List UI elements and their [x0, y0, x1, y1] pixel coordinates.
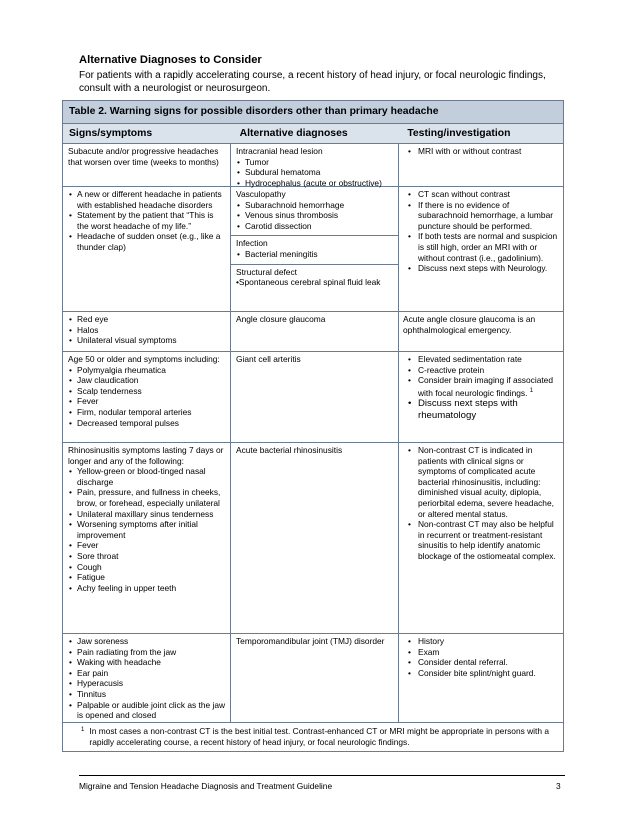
- page-number: 3: [556, 781, 561, 791]
- testing-item-text: Consider brain imaging if associated with focal neurologic findings.: [418, 375, 554, 398]
- diagnosis-cell: [231, 634, 399, 722]
- warning-signs-table: [62, 100, 564, 752]
- testing-item: • Discuss next steps with rheumatology: [403, 398, 560, 422]
- signs-item: • Waking with headache: [68, 657, 227, 668]
- diagnosis-item: • Tumor: [236, 157, 395, 168]
- signs-item: • Decreased temporal pulses: [68, 418, 227, 429]
- table-header-row: [63, 124, 563, 144]
- testing-item: • Non-contrast CT is indicated in patients with clinical signs or symptoms of complicated acute bacterial rhinosinusitis, including: diminished visual acuity, diplopia, periorbital edema, severe headache, or altered mental status.: [403, 445, 560, 519]
- testing-item: • If there is no evidence of subarachnoid hemorrhage, a lumbar puncture should be performed.: [403, 200, 560, 232]
- signs-item: • Fever: [68, 540, 227, 551]
- diagnosis-item: • Subarachnoid hemorrhage: [236, 200, 395, 211]
- signs-text: Age 50 or older and symptoms including:: [68, 354, 220, 364]
- footer-title: Migraine and Tension Headache Diagnosis and Treatment Guideline: [79, 781, 333, 791]
- diagnosis-cell: [231, 312, 399, 351]
- section-title: Alternative Diagnoses to Consider: [79, 54, 262, 66]
- signs-item: • Sore throat: [68, 551, 227, 562]
- diagnosis-title: Vasculopathy: [236, 189, 286, 199]
- signs-text: Rhinosinusitis symptoms lasting 7 days or longer and any of the following:: [68, 445, 224, 466]
- diagnosis-title: Acute bacterial rhinosinusitis: [236, 445, 343, 455]
- signs-item: • Cough: [68, 562, 227, 573]
- signs-item: • Polymyalgia rheumatica: [68, 365, 227, 376]
- diagnosis-item: • Hydrocephalus (acute or obstructive): [236, 178, 395, 189]
- footnote-mark: 1: [81, 727, 85, 733]
- diagnosis-title: Intracranial head lesion: [236, 146, 323, 156]
- signs-item: • Fever: [68, 396, 227, 407]
- diagnosis-cell: [231, 352, 399, 442]
- header-diagnoses: Alternative diagnoses: [239, 128, 348, 139]
- signs-item: • Statement by the patient that “This is the worst headache of my life.”: [68, 210, 227, 231]
- testing-cell: [399, 187, 563, 311]
- signs-cell: [63, 634, 231, 722]
- diagnosis-cell: [231, 443, 399, 633]
- diagnosis-title: Structural defect: [236, 266, 297, 277]
- testing-item: • Consider dental referral.: [403, 657, 560, 668]
- infection-subsection: [231, 235, 398, 259]
- testing-cell: [399, 144, 563, 186]
- signs-item: • Unilateral maxillary sinus tenderness: [68, 509, 227, 520]
- signs-item: • Worsening symptoms after initial improvement: [68, 519, 227, 540]
- signs-item: • Pain, pressure, and fullness in cheeks, brow, or forehead, especially unilateral: [68, 487, 227, 508]
- signs-item: • Jaw soreness: [68, 636, 227, 647]
- diagnosis-item: • Subdural hematoma: [236, 167, 395, 178]
- testing-item: • Exam: [403, 647, 560, 658]
- testing-item: • Non-contrast CT may also be helpful in recurrent or treatment-resistant sinusitis to help identify anatomic blockage of the ostiomeatal complex.: [403, 519, 560, 561]
- signs-cell: [63, 352, 231, 442]
- signs-cell: [63, 443, 231, 633]
- testing-item: • If both tests are normal and suspicion is still high, order an MRI with or without contrast (i.e., gadolinium).: [403, 231, 560, 263]
- testing-item: • C-reactive protein: [403, 365, 560, 376]
- testing-text: Acute angle closure glaucoma is an ophthalmological emergency.: [403, 314, 536, 335]
- table-row: [63, 312, 563, 352]
- footnote-text: In most cases a non-contrast CT is the best initial test. Contrast-enhanced CT or MRI might be appropriate in persons with a rapidly accelerating course, a recent history of head injury, or focal neurologic findings.: [89, 726, 550, 747]
- signs-item: • Tinnitus: [68, 689, 227, 700]
- diagnosis-title: Infection: [236, 238, 268, 249]
- signs-item: • Jaw claudication: [68, 375, 227, 386]
- testing-item: • Elevated sedimentation rate: [403, 354, 560, 365]
- signs-item: • Halos: [68, 325, 227, 336]
- diagnosis-item: • Carotid dissection: [236, 221, 395, 232]
- diagnosis-item: •Spontaneous cerebral spinal fluid leak: [236, 277, 381, 288]
- header-testing: Testing/investigation: [407, 128, 511, 139]
- diagnosis-title: Angle closure glaucoma: [236, 314, 326, 324]
- signs-item: • Scalp tenderness: [68, 386, 227, 397]
- testing-item: • History: [403, 636, 560, 647]
- signs-item: • Fatigue: [68, 572, 227, 583]
- table-row: [63, 144, 563, 187]
- signs-item: • Palpable or audible joint click as the jaw is opened and closed: [68, 700, 227, 721]
- signs-item: • Yellow-green or blood-tinged nasal discharge: [68, 466, 227, 487]
- testing-cell: [399, 443, 563, 633]
- diagnosis-item: • Bacterial meningitis: [236, 249, 395, 260]
- signs-cell: [63, 187, 231, 311]
- signs-item: • Hyperacusis: [68, 678, 227, 689]
- diagnosis-item: • Venous sinus thrombosis: [236, 210, 395, 221]
- testing-item: • CT scan without contrast: [403, 189, 560, 200]
- diagnosis-cell: [231, 187, 399, 311]
- section-intro: For patients with a rapidly accelerating course, a recent history of head injury, or focal neurologic findings, consult with a neurologist or neurosurgeon.: [79, 70, 546, 94]
- table-footnote: [63, 723, 563, 751]
- testing-item: • Discuss next steps with Neurology.: [403, 263, 560, 274]
- signs-item: • Ear pain: [68, 668, 227, 679]
- table-row: [63, 443, 563, 634]
- signs-item: • Unilateral visual symptoms: [68, 335, 227, 346]
- signs-item: • A new or different headache in patients with established headache disorders: [68, 189, 227, 210]
- signs-item: • Red eye: [68, 314, 227, 325]
- table-row: [63, 352, 563, 443]
- structural-subsection: [231, 264, 398, 288]
- table-row: [63, 187, 563, 312]
- signs-text: Subacute and/or progressive headaches that worsen over time (weeks to months): [68, 146, 219, 167]
- diagnosis-title: Temporomandibular joint (TMJ) disorder: [236, 636, 385, 646]
- testing-cell: [399, 312, 563, 351]
- table-caption: Table 2. Warning signs for possible disorders other than primary headache: [63, 101, 563, 124]
- header-signs: Signs/symptoms: [69, 128, 153, 139]
- signs-cell: [63, 312, 231, 351]
- table-row: [63, 634, 563, 723]
- signs-cell: [63, 144, 231, 186]
- diagnosis-cell: [231, 144, 399, 186]
- testing-item: • Consider bite splint/night guard.: [403, 668, 560, 679]
- testing-cell: [399, 634, 563, 722]
- signs-item: • Achy feeling in upper teeth: [68, 583, 227, 594]
- testing-item: • MRI with or without contrast: [403, 146, 560, 157]
- diagnosis-title: Giant cell arteritis: [236, 354, 301, 364]
- testing-item: [403, 375, 560, 398]
- signs-item: • Headache of sudden onset (e.g., like a thunder clap): [68, 231, 227, 252]
- signs-item: • Firm, nodular temporal arteries: [68, 407, 227, 418]
- footnote-ref: 1: [529, 387, 534, 394]
- testing-cell: [399, 352, 563, 442]
- signs-item: • Pain radiating from the jaw: [68, 647, 227, 658]
- footer-divider: [79, 775, 565, 776]
